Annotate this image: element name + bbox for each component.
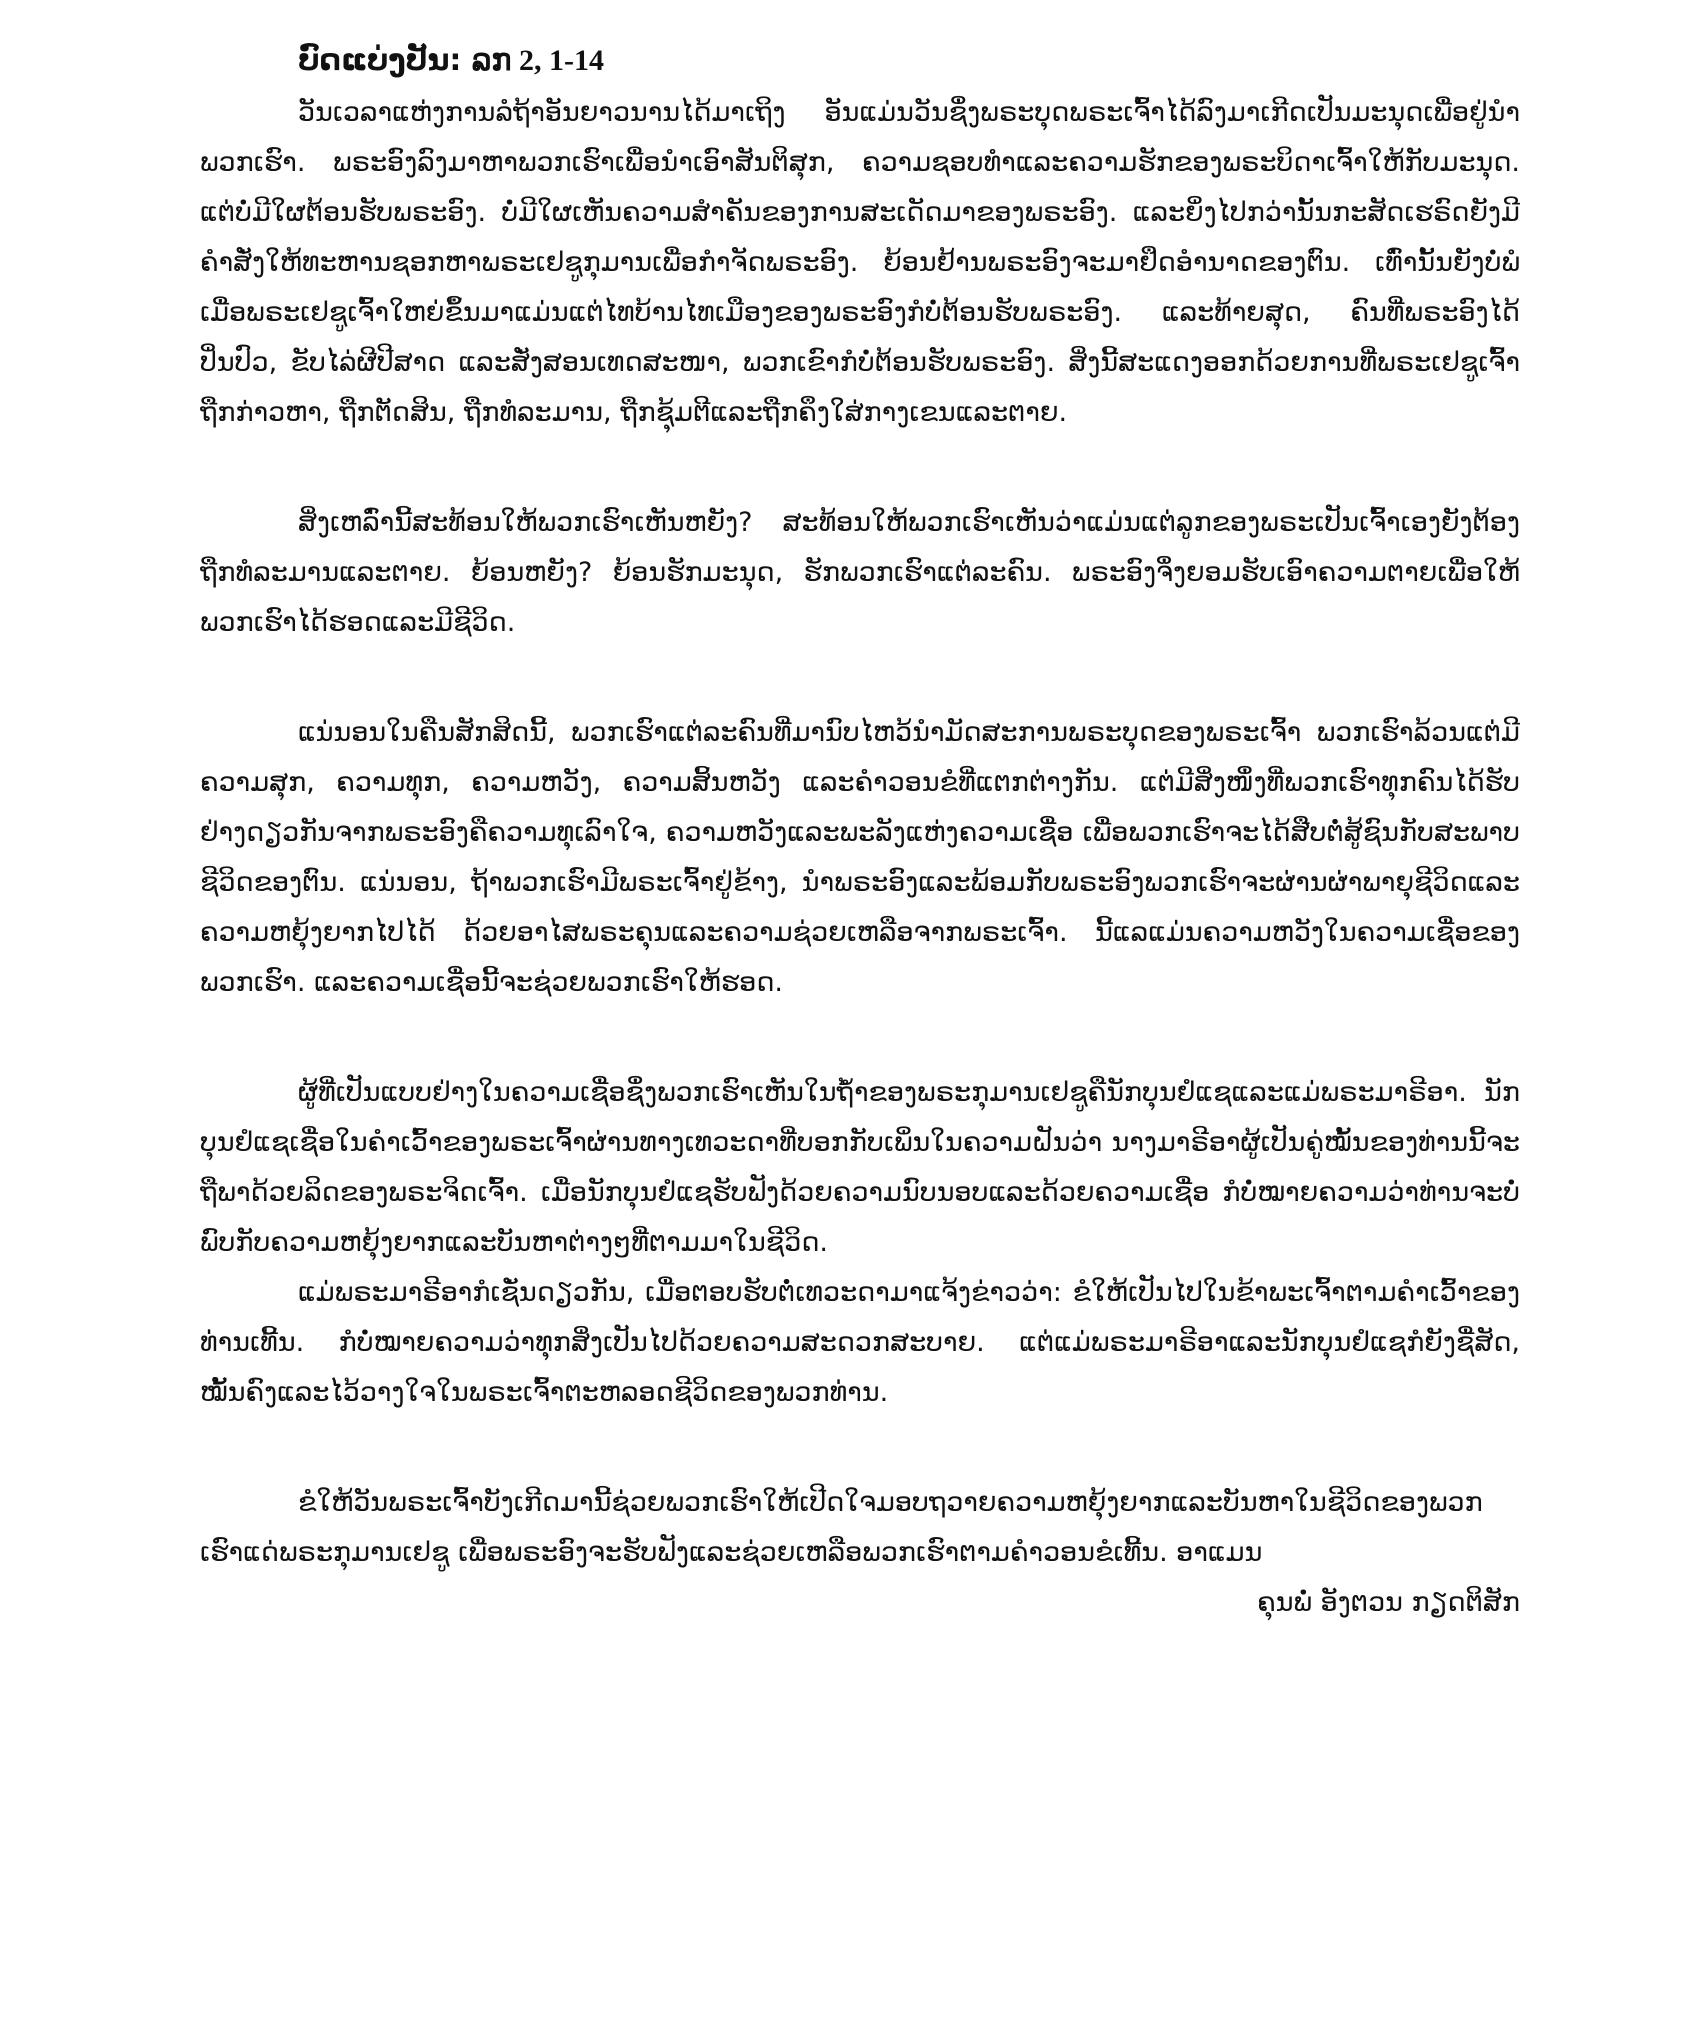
document-page: [200, 38, 1520, 1628]
paragraph-spacer: [200, 648, 1520, 708]
paragraph-6: ຂໍໃຫ້ວັນພຣະເຈົ້າບັງເກີດມານີ້ຊ່ວຍພວກເຮົາໃຫ້ເປີດໃຈມອບຖວາຍຄວາມຫຍຸ້ງຍາກແລະບັນຫາໃນຊີວິດຂອງພວກເຮົາແດ່ພຣະກຸມານເຢຊູ ເພື່ອພຣະອົງຈະຮັບຟັງແລະຊ່ວຍເຫລືອພວກເຮົາຕາມຄຳວອນຂໍເທີ້ນ. ອາແມນ: [200, 1487, 1483, 1568]
paragraph-4: ຜູ້ທີ່ເປັນແບບຢ່າງໃນຄວາມເຊື່ອຊຶ່ງພວກເຮົາເຫັນໃນຖ້ຳຂອງພຣະກຸມານເຢຊູຄືນັກບຸນຢໍແຊແລະແມ່ພຣະມາຣີອາ. ນັກບຸນຢໍແຊເຊື່ອໃນຄຳເວົ້າຂອງພຣະເຈົ້າຜ່ານທາງເທວະດາທີ່ບອກກັບເພິ່ນໃນຄວາມຝັນວ່າ ນາງມາຣີອາຜູ້ເປັນຄູ່ໝັ້ນຂອງທ່ານນີ້ຈະຖືພາດ້ວຍລິດຂອງພຣະຈິດເຈົ້າ. ເມື່ອນັກບຸນຢໍແຊຮັບຟັງດ້ວຍຄວາມນົບນອບແລະດ້ວຍຄວາມເຊື່ອ ກໍບໍ່ໝາຍຄວາມວ່າທ່ານຈະບໍ່ພົບກັບຄວາມຫຍຸ້ງຍາກແລະບັນຫາຕ່າງໆທີ່ຕາມມາໃນຊີວິດ.: [200, 1077, 1520, 1258]
paragraph-spacer: [200, 1418, 1520, 1478]
heading-label: ບົດແບ່ງປັນ:: [298, 43, 462, 78]
paragraph-spacer: [200, 1008, 1520, 1068]
paragraph-2: ສິ່ງເຫລົ່ານີ້ສະທ້ອນໃຫ້ພວກເຮົາເຫັນຫຍັງ? ສະທ້ອນໃຫ້ພວກເຮົາເຫັນວ່າແມ່ນແຕ່ລູກຂອງພຣະເປັນເຈົ້າເອງຍັງຕ້ອງຖືກທໍລະມານແລະຕາຍ. ຍ້ອນຫຍັງ? ຍ້ອນຮັກມະນຸດ, ຮັກພວກເຮົາແຕ່ລະຄົນ. ພຣະອົງຈຶ່ງຍອມຮັບເອົາຄວາມຕາຍເພື່ອໃຫ້ພວກເຮົາໄດ້ຮອດແລະມີຊີວິດ.: [200, 507, 1520, 638]
paragraph-1: ວັນເວລາແຫ່ງການລໍຖ້າອັນຍາວນານໄດ້ມາເຖິງ ອັນແມ່ນວັນຊຶ່ງພຣະບຸດພຣະເຈົ້າໄດ້ລົງມາເກີດເປັນມະນຸດເພື່ອຢູ່ນຳພວກເຮົາ. ພຣະອົງລົງມາຫາພວກເຮົາເພື່ອນຳເອົາສັນຕິສຸກ, ຄວາມຊອບທຳແລະຄວາມຮັກຂອງພຣະບິດາເຈົ້າໃຫ້ກັບມະນຸດ. ແຕ່ບໍ່ມີໃຜຕ້ອນຮັບພຣະອົງ. ບໍ່ມີໃຜເຫັນຄວາມສຳຄັນຂອງການສະເດັດມາຂອງພຣະອົງ. ແລະຍິ່ງໄປກວ່ານັ້ນກະສັດເຮຣົດຍັງມີຄຳສັ່ງໃຫ້ທະຫານຊອກຫາພຣະເຢຊູກຸມານເພື່ອກຳຈັດພຣະອົງ. ຍ້ອນຢ້ານພຣະອົງຈະມາຢຶດອຳນາດຂອງຕົນ. ເທົ່ານັ້ນຍັງບໍ່ພໍເມື່ອພຣະເຢຊູເຈົ້າໃຫຍ່ຂຶ້ນມາແມ່ນແຕ່ໄທບ້ານໄທເມືອງຂອງພຣະອົງກໍບໍ່ຕ້ອນຮັບພຣະອົງ. ແລະທ້າຍສຸດ, ຄົນທີ່ພຣະອົງໄດ້ປິ່ນປົວ, ຂັບໄລ່ຜີປີສາດ ແລະສັ່ງສອນເທດສະໜາ, ພວກເຂົາກໍບໍ່ຕ້ອນຮັບພຣະອົງ. ສິ່ງນີ້ສະແດງອອກດ້ວຍການທີ່ພຣະເຢຊູເຈົ້າຖືກກ່າວຫາ, ຖືກຕັດສິນ, ຖືກທໍລະມານ, ຖືກຊຸ້ມຕີແລະຖືກຄຶງໃສ່ກາງເຂນແລະຕາຍ.: [200, 97, 1520, 428]
author-signature: ຄຸນພໍ່ ອັງຕວນ ກຽດຕິສັກ: [1257, 1587, 1520, 1618]
paragraph-5: ແມ່ພຣະມາຣີອາກໍເຊັ່ນດຽວກັນ, ເມື່ອຕອບຮັບຕໍ່ເທວະດາມາແຈ້ງຂ່າວວ່າ: ຂໍໃຫ້ເປັນໄປໃນຂ້າພະເຈົ້າຕາມຄຳເວົ້າຂອງທ່ານເທີ້ນ. ກໍບໍ່ໝາຍຄວາມວ່າທຸກສິ່ງເປັນໄປດ້ວຍຄວາມສະດວກສະບາຍ. ແຕ່ແມ່ພຣະມາຣີອາແລະນັກບຸນຢໍແຊກໍຍັງຊື່ສັດ, ໝັ້ນຄົງແລະໄວ້ວາງໃຈໃນພຣະເຈົ້າຕະຫລອດຊີວິດຂອງພວກທ່ານ.: [200, 1277, 1520, 1408]
document-heading: [298, 38, 1520, 84]
paragraph-spacer: [200, 438, 1520, 498]
scripture-reference: ລກ 2, 1-14: [471, 44, 604, 77]
paragraph-3: ແນ່ນອນໃນຄືນສັກສິດນີ້, ພວກເຮົາແຕ່ລະຄົນທີ່ມານົບໄຫວ້ນຳມັດສະການພຣະບຸດຂອງພຣະເຈົ້າ ພວກເຮົາລ້ວນແຕ່ມີຄວາມສຸກ, ຄວາມທຸກ, ຄວາມຫວັງ, ຄວາມສິ້ນຫວັງ ແລະຄຳວອນຂໍທີ່ແຕກຕ່າງກັນ. ແຕ່ມີສິ່ງໜຶ່ງທີ່ພວກເຮົາທຸກຄົນໄດ້ຮັບຢ່າງດຽວກັນຈາກພຣະອົງຄືຄວາມທຸເລົາໃຈ, ຄວາມຫວັງແລະພະລັງແຫ່ງຄວາມເຊື່ອ ເພື່ອພວກເຮົາຈະໄດ້ສືບຕໍ່ສູ້ຊົນກັບສະພາບຊີວິດຂອງຕົນ. ແນ່ນອນ, ຖ້າພວກເຮົາມີພຣະເຈົ້າຢູ່ຂ້າງ, ນຳພຣະອົງແລະພ້ອມກັບພຣະອົງພວກເຮົາຈະຜ່ານຜ່າພາຍຸຊີວິດແລະຄວາມຫຍຸ້ງຍາກໄປໄດ້ ດ້ວຍອາໄສພຣະຄຸນແລະຄວາມຊ່ວຍເຫລືອຈາກພຣະເຈົ້າ. ນີ້ແລແມ່ນຄວາມຫວັງໃນຄວາມເຊື່ອຂອງພວກເຮົາ. ແລະຄວາມເຊື່ອນີ້ຈະຊ່ວຍພວກເຮົາໃຫ້ຮອດ.: [200, 717, 1520, 998]
